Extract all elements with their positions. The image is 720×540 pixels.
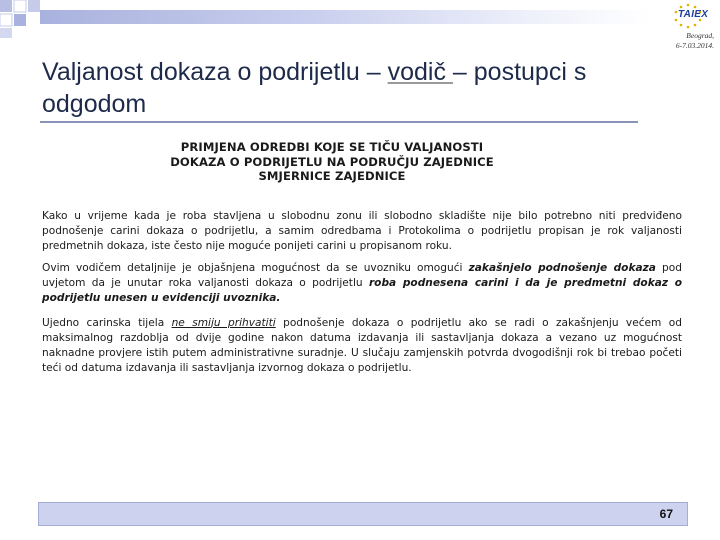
p3-text-b: podnošenje dokaza o podrijetlu ako se radi o zakašnjenju većem od maksimalnog razdoblja od dvije godine nakon datuma izdavanja ili sastavljanja dokaza a vezano uz mogućnost naknadne provjere istih putem administrativne suradnje. U slučaju zamjenskih potvrda dvogodišnji rok bi trebao početi teći od datuma izdavanja ili sastavljanja izvornog dokaza o podrijetlu. bbox=[42, 316, 682, 374]
heading-line-1: PRIMJENA ODREDBI KOJE SE TIČU VALJANOSTI bbox=[180, 140, 484, 154]
title-part2: – postupci s odgodom bbox=[42, 58, 587, 118]
slide-title bbox=[42, 56, 692, 120]
title-part1: Valjanost dokaza o podrijetlu – bbox=[42, 58, 388, 86]
paragraph-2 bbox=[42, 261, 682, 306]
p2-text-a: Ovim vodičem detaljnije je objašnjena mogućnost da se uvozniku omogući bbox=[42, 261, 469, 274]
logo-text: TAIEX bbox=[678, 9, 709, 20]
page-number: 67 bbox=[659, 507, 673, 521]
document-heading bbox=[42, 140, 622, 184]
document-excerpt bbox=[42, 140, 682, 376]
title-underlined-word: vodič bbox=[387, 58, 453, 86]
paragraph-3 bbox=[42, 316, 682, 376]
taiex-logo bbox=[662, 2, 714, 30]
p2-text-b: pod uvjetom da je unutar roka valjanosti dokaza o podrijetlu bbox=[42, 261, 682, 289]
paragraph-1: Kako u vrijeme kada je roba stavljena u slobodnu zonu ili slobodno skladište nije bilo potrebno niti predviđeno podnošenje carini dokaza o podrijetlu, a samim odredbama i Protokolima o podrijetlu propisan je rok valjanosti predmetnih dokaza, iste često nije moguće ponijeti carini u propisanom roku. bbox=[42, 209, 682, 252]
p3-text-a: Ujedno carinska tijela bbox=[42, 316, 172, 329]
heading-line-2: DOKAZA O PODRIJETLU NA PODRUČJU ZAJEDNICE bbox=[170, 154, 494, 169]
place-date bbox=[676, 31, 714, 51]
header-banner bbox=[40, 10, 650, 24]
slide-footer bbox=[38, 502, 688, 526]
p3-emphasis: ne smiju prihvatiti bbox=[171, 316, 276, 329]
p2-emphasis-b: roba podnesena carini i da je predmetni dokaz o podrijetlu unesen u evidenciji uvoznika. bbox=[42, 276, 682, 304]
p2-emphasis-a: zakašnjelo podnošenje dokaza bbox=[468, 261, 656, 274]
date-label: 6-7.03.2014. bbox=[675, 41, 714, 50]
city-label: Beograd, bbox=[686, 31, 714, 40]
title-divider bbox=[40, 121, 638, 123]
heading-line-3: SMJERNICE ZAJEDNICE bbox=[258, 169, 406, 183]
